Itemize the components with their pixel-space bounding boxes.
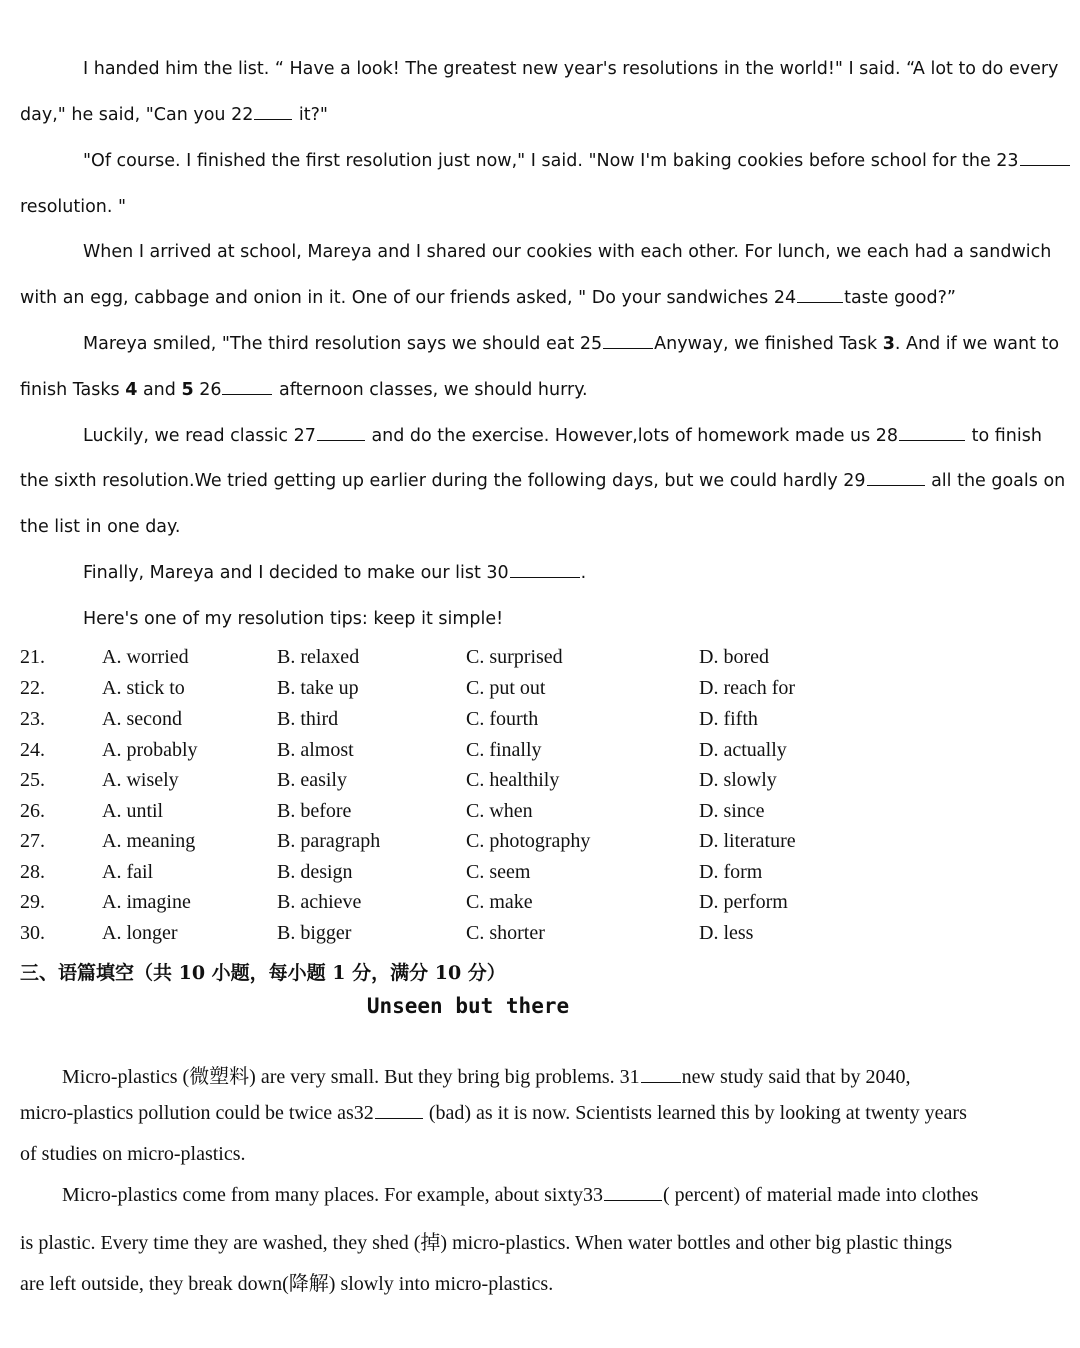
option-a[interactable]: A. second bbox=[102, 708, 182, 730]
answer-blank[interactable] bbox=[797, 301, 843, 303]
option-c[interactable]: C. put out bbox=[466, 677, 546, 699]
option-c[interactable]: C. photography bbox=[466, 830, 591, 852]
passage-line: When I arrived at school, Mareya and I shared our cookies with each other. For lunch, we each had a sandwich bbox=[83, 242, 1052, 262]
option-d[interactable]: D. bored bbox=[699, 646, 769, 668]
option-b[interactable]: B. take up bbox=[277, 677, 359, 699]
passage-line: "Of course. I finished the first resolution just now," I said. "Now I'm baking cookies before school for the 23 bbox=[83, 151, 1071, 171]
option-c[interactable]: C. when bbox=[466, 800, 533, 822]
option-b[interactable]: B. almost bbox=[277, 739, 354, 761]
passage-line: day," he said, "Can you 22 it?" bbox=[20, 105, 328, 125]
option-d[interactable]: D. reach for bbox=[699, 677, 796, 699]
option-d[interactable]: D. slowly bbox=[699, 769, 777, 791]
option-c[interactable]: C. surprised bbox=[466, 646, 563, 668]
option-b[interactable]: B. paragraph bbox=[277, 830, 381, 852]
option-c[interactable]: C. seem bbox=[466, 861, 531, 883]
question-number: 22. bbox=[20, 677, 45, 699]
passage-line: are left outside, they break down(降解) slowly into micro-plastics. bbox=[20, 1273, 554, 1295]
option-row bbox=[20, 800, 1020, 830]
option-a[interactable]: A. imagine bbox=[102, 891, 191, 913]
option-c[interactable]: C. healthily bbox=[466, 769, 560, 791]
option-b[interactable]: B. third bbox=[277, 708, 339, 730]
passage-line: the sixth resolution.We tried getting up earlier during the following days, but we could hardly 29 all the goals on bbox=[20, 471, 1066, 491]
passage-line: Here's one of my resolution tips: keep it simple! bbox=[83, 609, 504, 629]
option-d[interactable]: D. form bbox=[699, 861, 763, 883]
option-d[interactable]: D. literature bbox=[699, 830, 796, 852]
answer-blank[interactable] bbox=[899, 439, 965, 441]
passage-line: resolution. " bbox=[20, 197, 127, 217]
option-d[interactable]: D. perform bbox=[699, 891, 788, 913]
option-row bbox=[20, 922, 1020, 952]
passage-line: micro-plastics pollution could be twice as32 (bad) as it is now. Scientists learned this by looking at twenty years bbox=[20, 1102, 967, 1124]
option-a[interactable]: A. stick to bbox=[102, 677, 185, 699]
passage-line: Mareya smiled, "The third resolution says we should eat 25 Anyway, we finished Task 3. And if we want to bbox=[83, 334, 1060, 354]
option-c[interactable]: C. finally bbox=[466, 739, 542, 761]
question-number: 25. bbox=[20, 769, 45, 791]
option-c[interactable]: C. fourth bbox=[466, 708, 539, 730]
section-heading: 三、语篇填空（共 10 小题，每小题 1 分，满分 10 分） bbox=[20, 962, 506, 984]
answer-blank[interactable] bbox=[641, 1081, 681, 1083]
passage-line: of studies on micro-plastics. bbox=[20, 1143, 246, 1165]
passage-line: finish Tasks 4 and 5 26 afternoon classes, we should hurry. bbox=[20, 380, 588, 400]
option-a[interactable]: A. wisely bbox=[102, 769, 179, 791]
option-a[interactable]: A. longer bbox=[102, 922, 178, 944]
question-number: 28. bbox=[20, 861, 45, 883]
option-row bbox=[20, 708, 1020, 738]
question-number: 23. bbox=[20, 708, 45, 730]
passage-title: Unseen but there bbox=[366, 994, 570, 1018]
option-d[interactable]: D. less bbox=[699, 922, 754, 944]
passage-line: is plastic. Every time they are washed, they shed (掉) micro-plastics. When water bottles and other big plastic things bbox=[20, 1232, 953, 1254]
passage-line: Finally, Mareya and I decided to make our list 30 . bbox=[83, 563, 587, 583]
option-b[interactable]: B. achieve bbox=[277, 891, 362, 913]
option-b[interactable]: B. easily bbox=[277, 769, 347, 791]
option-b[interactable]: B. before bbox=[277, 800, 352, 822]
passage-line: the list in one day. bbox=[20, 517, 181, 537]
passage-line: Micro-plastics come from many places. For example, about sixty33 ( percent) of material made into clothes bbox=[62, 1184, 979, 1206]
option-d[interactable]: D. actually bbox=[699, 739, 787, 761]
passage-line: Micro-plastics (微塑料) are very small. But they bring big problems. 31 new study said that by 2040, bbox=[62, 1066, 911, 1088]
question-number: 30. bbox=[20, 922, 45, 944]
option-a[interactable]: A. until bbox=[102, 800, 164, 822]
answer-blank[interactable] bbox=[603, 347, 653, 349]
answer-blank[interactable] bbox=[604, 1199, 662, 1201]
option-d[interactable]: D. fifth bbox=[699, 708, 758, 730]
question-number: 26. bbox=[20, 800, 45, 822]
option-c[interactable]: C. make bbox=[466, 891, 533, 913]
answer-blank[interactable] bbox=[254, 118, 292, 120]
option-a[interactable]: A. worried bbox=[102, 646, 189, 668]
option-b[interactable]: B. relaxed bbox=[277, 646, 360, 668]
option-c[interactable]: C. shorter bbox=[466, 922, 545, 944]
answer-blank[interactable] bbox=[375, 1117, 423, 1119]
answer-blank[interactable] bbox=[222, 393, 272, 395]
option-d[interactable]: D. since bbox=[699, 800, 765, 822]
answer-blank[interactable] bbox=[317, 439, 365, 441]
question-number: 24. bbox=[20, 739, 45, 761]
option-row bbox=[20, 677, 1020, 707]
option-a[interactable]: A. fail bbox=[102, 861, 154, 883]
option-row bbox=[20, 891, 1020, 921]
option-b[interactable]: B. bigger bbox=[277, 922, 352, 944]
answer-blank[interactable] bbox=[510, 576, 580, 578]
passage-line: I handed him the list. “ Have a look! The greatest new year's resolutions in the world!" I said. “A lot to do every bbox=[83, 59, 1059, 79]
option-row bbox=[20, 739, 1020, 769]
option-row bbox=[20, 861, 1020, 891]
answer-blank[interactable] bbox=[867, 484, 925, 486]
option-row bbox=[20, 646, 1020, 676]
passage-line: Luckily, we read classic 27 and do the exercise. However,lots of homework made us 28 to finish bbox=[83, 426, 1042, 446]
option-b[interactable]: B. design bbox=[277, 861, 353, 883]
passage-line: with an egg, cabbage and onion in it. One of our friends asked, " Do your sandwiches 24 taste good?” bbox=[20, 288, 956, 308]
option-row bbox=[20, 769, 1020, 799]
question-number: 29. bbox=[20, 891, 45, 913]
question-number: 21. bbox=[20, 646, 45, 668]
answer-blank[interactable] bbox=[1020, 164, 1070, 166]
question-number: 27. bbox=[20, 830, 45, 852]
option-a[interactable]: A. meaning bbox=[102, 830, 196, 852]
option-a[interactable]: A. probably bbox=[102, 739, 198, 761]
option-row bbox=[20, 830, 1020, 860]
